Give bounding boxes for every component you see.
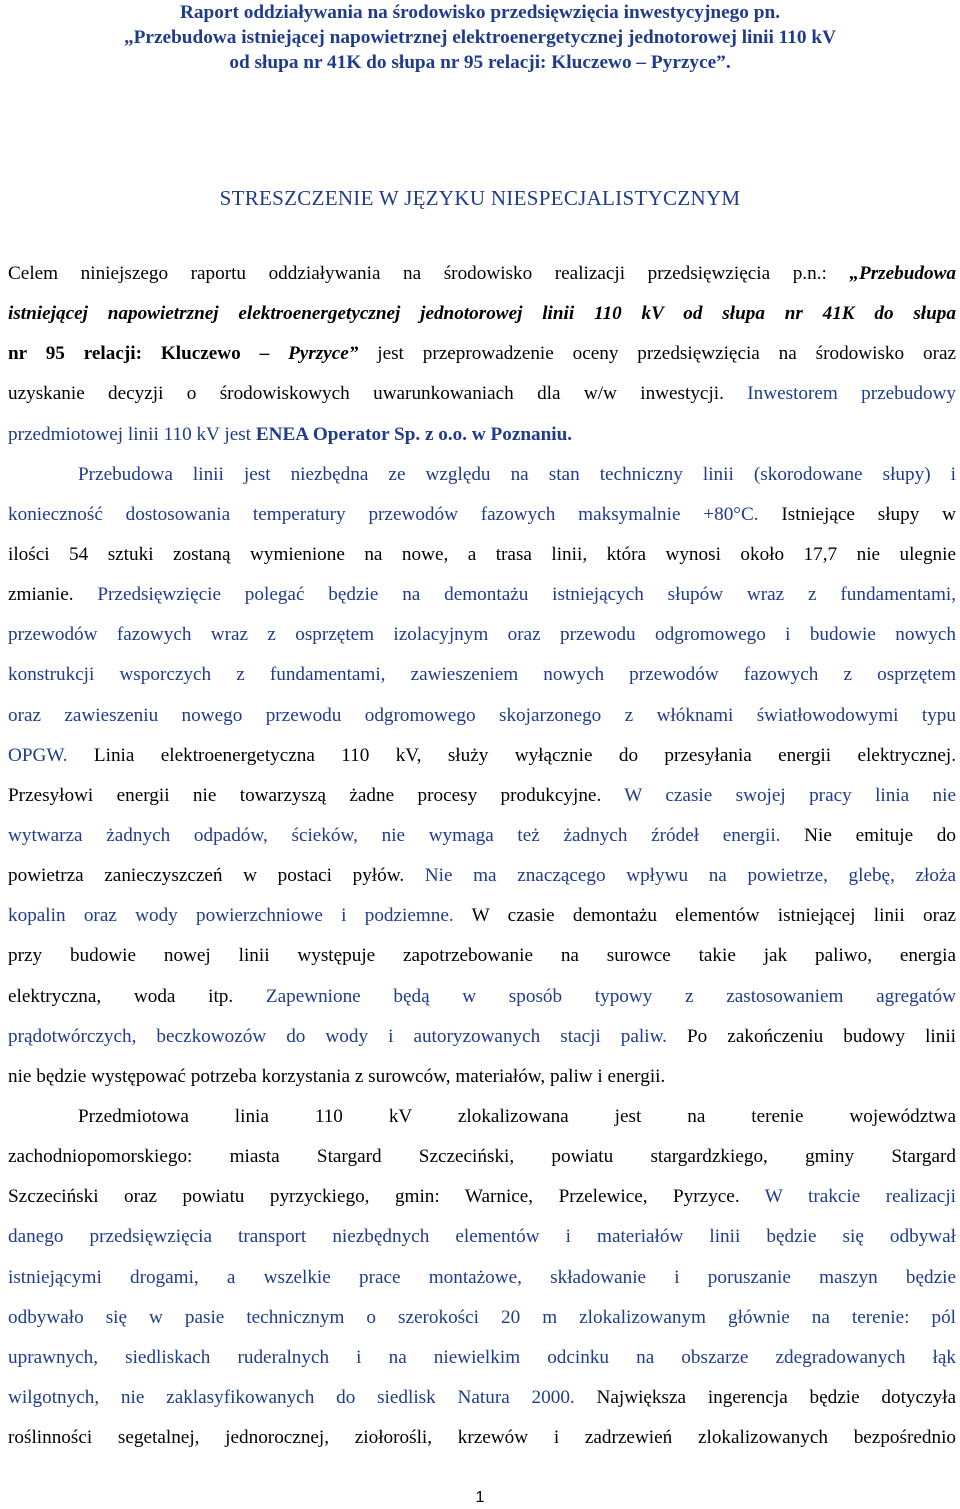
text-line: przy budowie nowej linii występuje zapotrzebowanie na surowce takie jak paliwo, energia <box>8 945 956 967</box>
text-line: konstrukcji wsporczych z fundamentami, zawieszeniem nowych przewodów fazowych z osprzętem <box>8 664 956 686</box>
text-line: Celem niniejszego raportu oddziaływania na środowisko realizacji przedsięwzięcia p.n.: „Przebudowa <box>8 263 956 284</box>
text-line: Przedmiotowa linia 110 kV zlokalizowana jest na terenie województwa <box>78 1105 956 1127</box>
page-number: 1 <box>475 1489 485 1506</box>
text-line: nie będzie występować potrzeba korzystania z surowców, materiałów, paliw i energii. <box>8 1065 666 1087</box>
text-line: Szczeciński oraz powiatu pyrzyckiego, gmin: Warnice, Przelewice, Pyrzyce. W trakcie realizacji <box>8 1186 956 1208</box>
header-line-1: Raport oddziaływania na środowisko przedsięwzięcia inwestycyjnego pn. <box>179 2 781 23</box>
text-line: istniejącymi drogami, a wszelkie prace montażowe, składowanie i poruszanie maszyn będzie <box>8 1266 956 1288</box>
text-line: wilgotnych, nie zaklasyfikowanych do siedlisk Natura 2000. Największa ingerencja będzie dotyczyła <box>8 1386 956 1408</box>
text-line: przedmiotowej linii 110 kV jest ENEA Operator Sp. z o.o. w Poznaniu. <box>8 423 573 445</box>
text-line: zachodniopomorskiego: miasta Stargard Szczeciński, powiatu stargardzkiego, gminy Stargard <box>8 1146 956 1168</box>
text-line: wytwarza żadnych odpadów, ścieków, nie wymaga też żadnych źródeł energii. Nie emituje do <box>8 824 956 846</box>
text-line: prądotwórczych, beczkowozów do wody i autoryzowanych stacji paliw. Po zakończeniu budowy linii <box>8 1025 956 1047</box>
text-line: ilości 54 sztuki zostaną wymienione na nowe, a trasa linii, która wynosi około 17,7 nie ulegnie <box>8 543 956 565</box>
text-line: odbywało się w pasie technicznym o szerokości 20 m zlokalizowanym głównie na terenie: pól <box>8 1306 956 1328</box>
document-body <box>8 260 956 1464</box>
text-line: Przebudowa linii jest niezbędna ze względu na stan techniczny linii (skorodowane słupy) i <box>78 463 956 485</box>
text-line: przewodów fazowych wraz z osprzętem izolacyjnym oraz przewodu odgromowego i budowie nowych <box>8 624 956 646</box>
section-title: STRESZCZENIE W JĘZYKU NIESPECJALISTYCZNYM <box>219 186 741 210</box>
header-line-3: od słupa nr 41K do słupa nr 95 relacji: Kluczewo – Pyrzyce”. <box>229 52 731 73</box>
text-line: roślinności segetalnej, jednorocznej, ziołorośli, krzewów i zadrzewień zlokalizowanych bezpośrednio <box>8 1427 956 1449</box>
text-line: uzyskanie decyzji o środowiskowych uwarunkowaniach dla w/w inwestycji. Inwestorem przebudowy <box>8 383 956 405</box>
text-line: istniejącej napowietrznej elektroenergetycznej jednotorowej linii 110 kV od słupa nr 41K do słupa <box>8 303 956 325</box>
report-header <box>60 0 900 75</box>
text-line: kopalin oraz wody powierzchniowe i podziemne. W czasie demontażu elementów istniejącej linii oraz <box>8 905 956 927</box>
text-line: OPGW. Linia elektroenergetyczna 110 kV, służy wyłącznie do przesyłania energii elektrycznej. <box>8 744 956 766</box>
text-line: uprawnych, siedliskach ruderalnych i na niewielkim odcinku na obszarze zdegradowanych łąk <box>8 1346 956 1368</box>
text-line: nr 95 relacji: Kluczewo – Pyrzyce” jest przeprowadzenie oceny przedsięwzięcia na środowisko oraz <box>8 343 956 365</box>
text-line: konieczność dostosowania temperatury przewodów fazowych maksymalnie +80°C. Istniejące słupy w <box>8 503 956 525</box>
text-line: zmianie. Przedsięwzięcie polegać będzie na demontażu istniejących słupów wraz z fundamentami, <box>8 584 956 606</box>
text-line: powietrza zanieczyszczeń w postaci pyłów. Nie ma znaczącego wpływu na powietrze, glebę, złoża <box>8 865 956 887</box>
header-line-2: „Przebudowa istniejącej napowietrznej elektroenergetycznej jednotorowej linii 110 kV <box>123 27 836 48</box>
text-line: oraz zawieszeniu nowego przewodu odgromowego skojarzonego z włóknami światłowodowymi typu <box>8 704 956 726</box>
text-line: Przesyłowi energii nie towarzyszą żadne procesy produkcyjne. W czasie swojej pracy linia nie <box>8 784 956 806</box>
text-line: danego przedsięwzięcia transport niezbędnych elementów i materiałów linii będzie się odbywał <box>8 1226 956 1248</box>
text-line: elektryczna, woda itp. Zapewnione będą w sposób typowy z zastosowaniem agregatów <box>8 985 956 1007</box>
